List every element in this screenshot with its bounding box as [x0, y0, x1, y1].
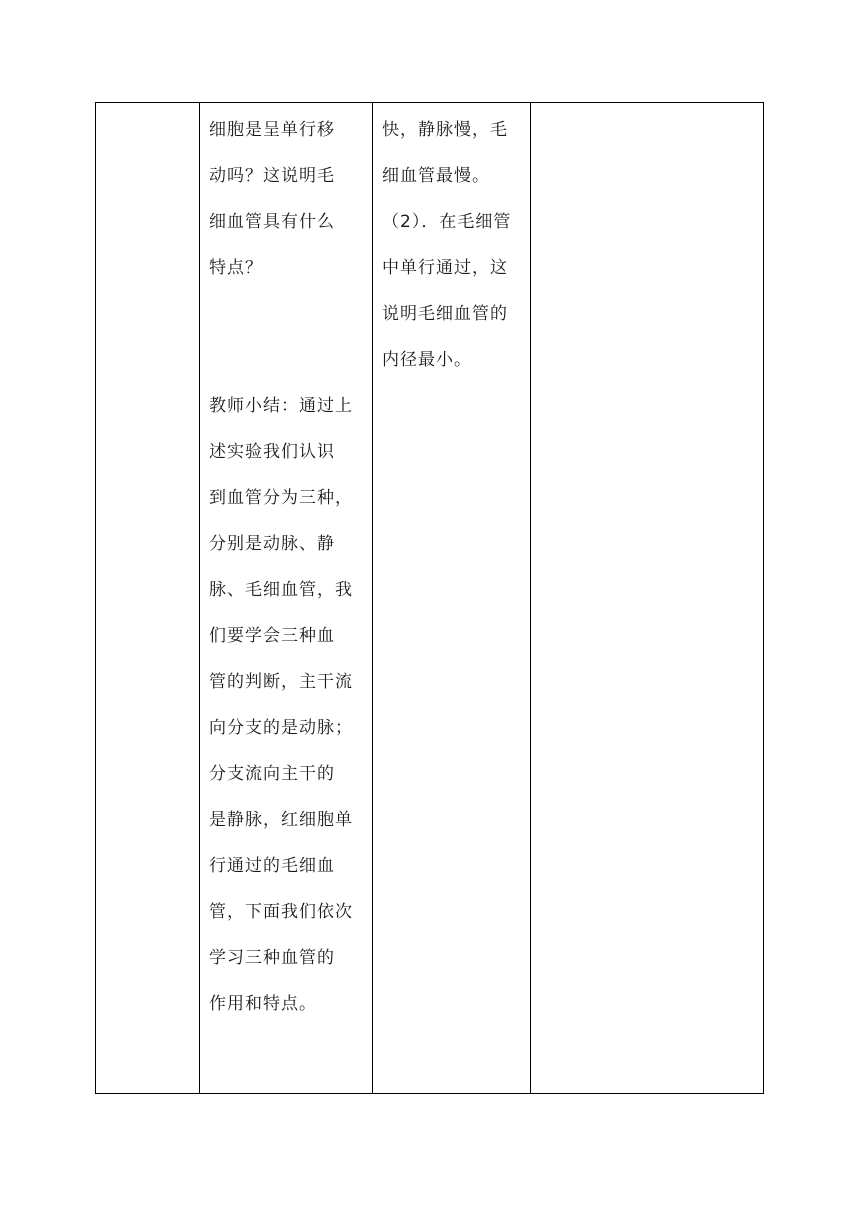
summary-line: 述实验我们认识: [209, 442, 335, 462]
answer-line: （2）．在毛细管: [382, 212, 512, 232]
teacher-activity-cell: [209, 103, 367, 1027]
summary-line: 向分支的是动脉；: [209, 718, 353, 738]
student-activity-cell: [382, 103, 530, 383]
answer-line: 细血管最慢。: [382, 166, 490, 186]
summary-line: 作用和特点。: [209, 994, 317, 1014]
summary-line: 是静脉，红细胞单: [209, 810, 353, 830]
answer-line: 内径最小。: [382, 350, 472, 370]
summary-line: 行通过的毛细血: [209, 856, 335, 876]
summary-line: 们要学会三种血: [209, 626, 335, 646]
question-line: 细血管具有什么: [209, 212, 335, 232]
column-divider-2: [372, 103, 373, 1093]
lesson-table: [95, 102, 764, 1094]
spacer: [209, 291, 367, 383]
summary-line: 管的判断，主干流: [209, 672, 353, 692]
summary-line: 学习三种血管的: [209, 948, 335, 968]
answer-line: 快，静脉慢，毛: [382, 120, 508, 140]
question-line: 细胞是呈单行移: [209, 120, 335, 140]
summary-line: 管，下面我们依次: [209, 902, 353, 922]
column-divider-3: [530, 103, 531, 1093]
question-line: 动吗？这说明毛: [209, 166, 335, 186]
summary-line: 分支流向主干的: [209, 764, 335, 784]
column-divider-1: [199, 103, 200, 1093]
summary-line: 脉、毛细血管，我: [209, 580, 353, 600]
question-line: 特点？: [209, 258, 263, 278]
summary-line: 分别是动脉、静: [209, 534, 335, 554]
answer-line: 中单行通过，这: [382, 258, 508, 278]
summary-line: 教师小结：通过上: [209, 396, 353, 416]
summary-line: 到血管分为三种，: [209, 488, 353, 508]
answer-line: 说明毛细血管的: [382, 304, 508, 324]
